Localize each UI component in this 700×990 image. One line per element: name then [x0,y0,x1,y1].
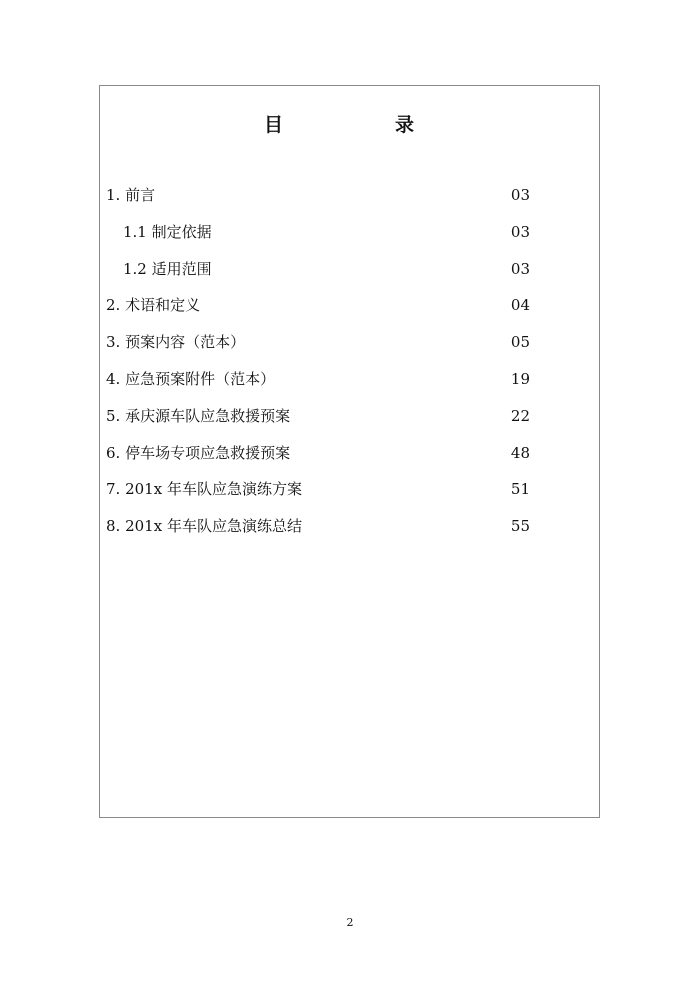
toc-entry-plan-attachments[interactable] [106,361,530,398]
toc-title-part-2: 录 [395,114,415,136]
toc-entry-label: 1.1 制定依据 [123,222,212,241]
toc-entry-parking-rescue-plan[interactable] [106,435,530,472]
toc-entry-label: 1. 前言 [106,186,156,204]
toc-entry-label: 4. 应急预案附件（范本） [106,369,276,388]
toc-entry-label: 3. 预案内容（范本） [106,333,246,352]
toc-entry-preface[interactable] [106,177,530,214]
toc-entry-label: 7. 201x 年车队应急演练方案 [106,480,302,499]
toc-entry-drill-summary[interactable] [106,508,530,545]
toc-entry-label: 8. 201x 年车队应急演练总结 [106,517,302,536]
toc-entry-page: 03 [510,186,530,204]
toc-entry-label: 2. 术语和定义 [106,296,201,315]
toc-entry-label: 5. 承庆源车队应急救援预案 [106,406,291,425]
page-number: 2 [346,916,354,929]
toc-entry-page: 51 [510,480,530,499]
toc-entry-label: 1.2 适用范围 [123,259,212,278]
toc-title-part-1: 目 [264,114,284,136]
toc-entry-basis[interactable] [106,214,530,251]
toc-entry-page: 48 [510,443,530,462]
toc-entry-page: 22 [510,406,530,425]
toc-entry-page: 05 [510,333,530,352]
toc-title [0,110,700,140]
toc-list [106,177,530,545]
toc-entry-label: 6. 停车场专项应急救援预案 [106,443,291,462]
toc-entry-page: 19 [510,369,530,388]
toc-entry-fleet-rescue-plan[interactable] [106,398,530,435]
toc-entry-page: 03 [510,222,530,241]
toc-entry-plan-content[interactable] [106,324,530,361]
toc-entry-drill-plan[interactable] [106,471,530,508]
toc-entry-page: 55 [510,517,530,536]
toc-entry-page: 03 [510,259,530,278]
toc-entry-page: 04 [510,296,530,315]
toc-entry-scope[interactable] [106,251,530,288]
toc-entry-terms[interactable] [106,287,530,324]
